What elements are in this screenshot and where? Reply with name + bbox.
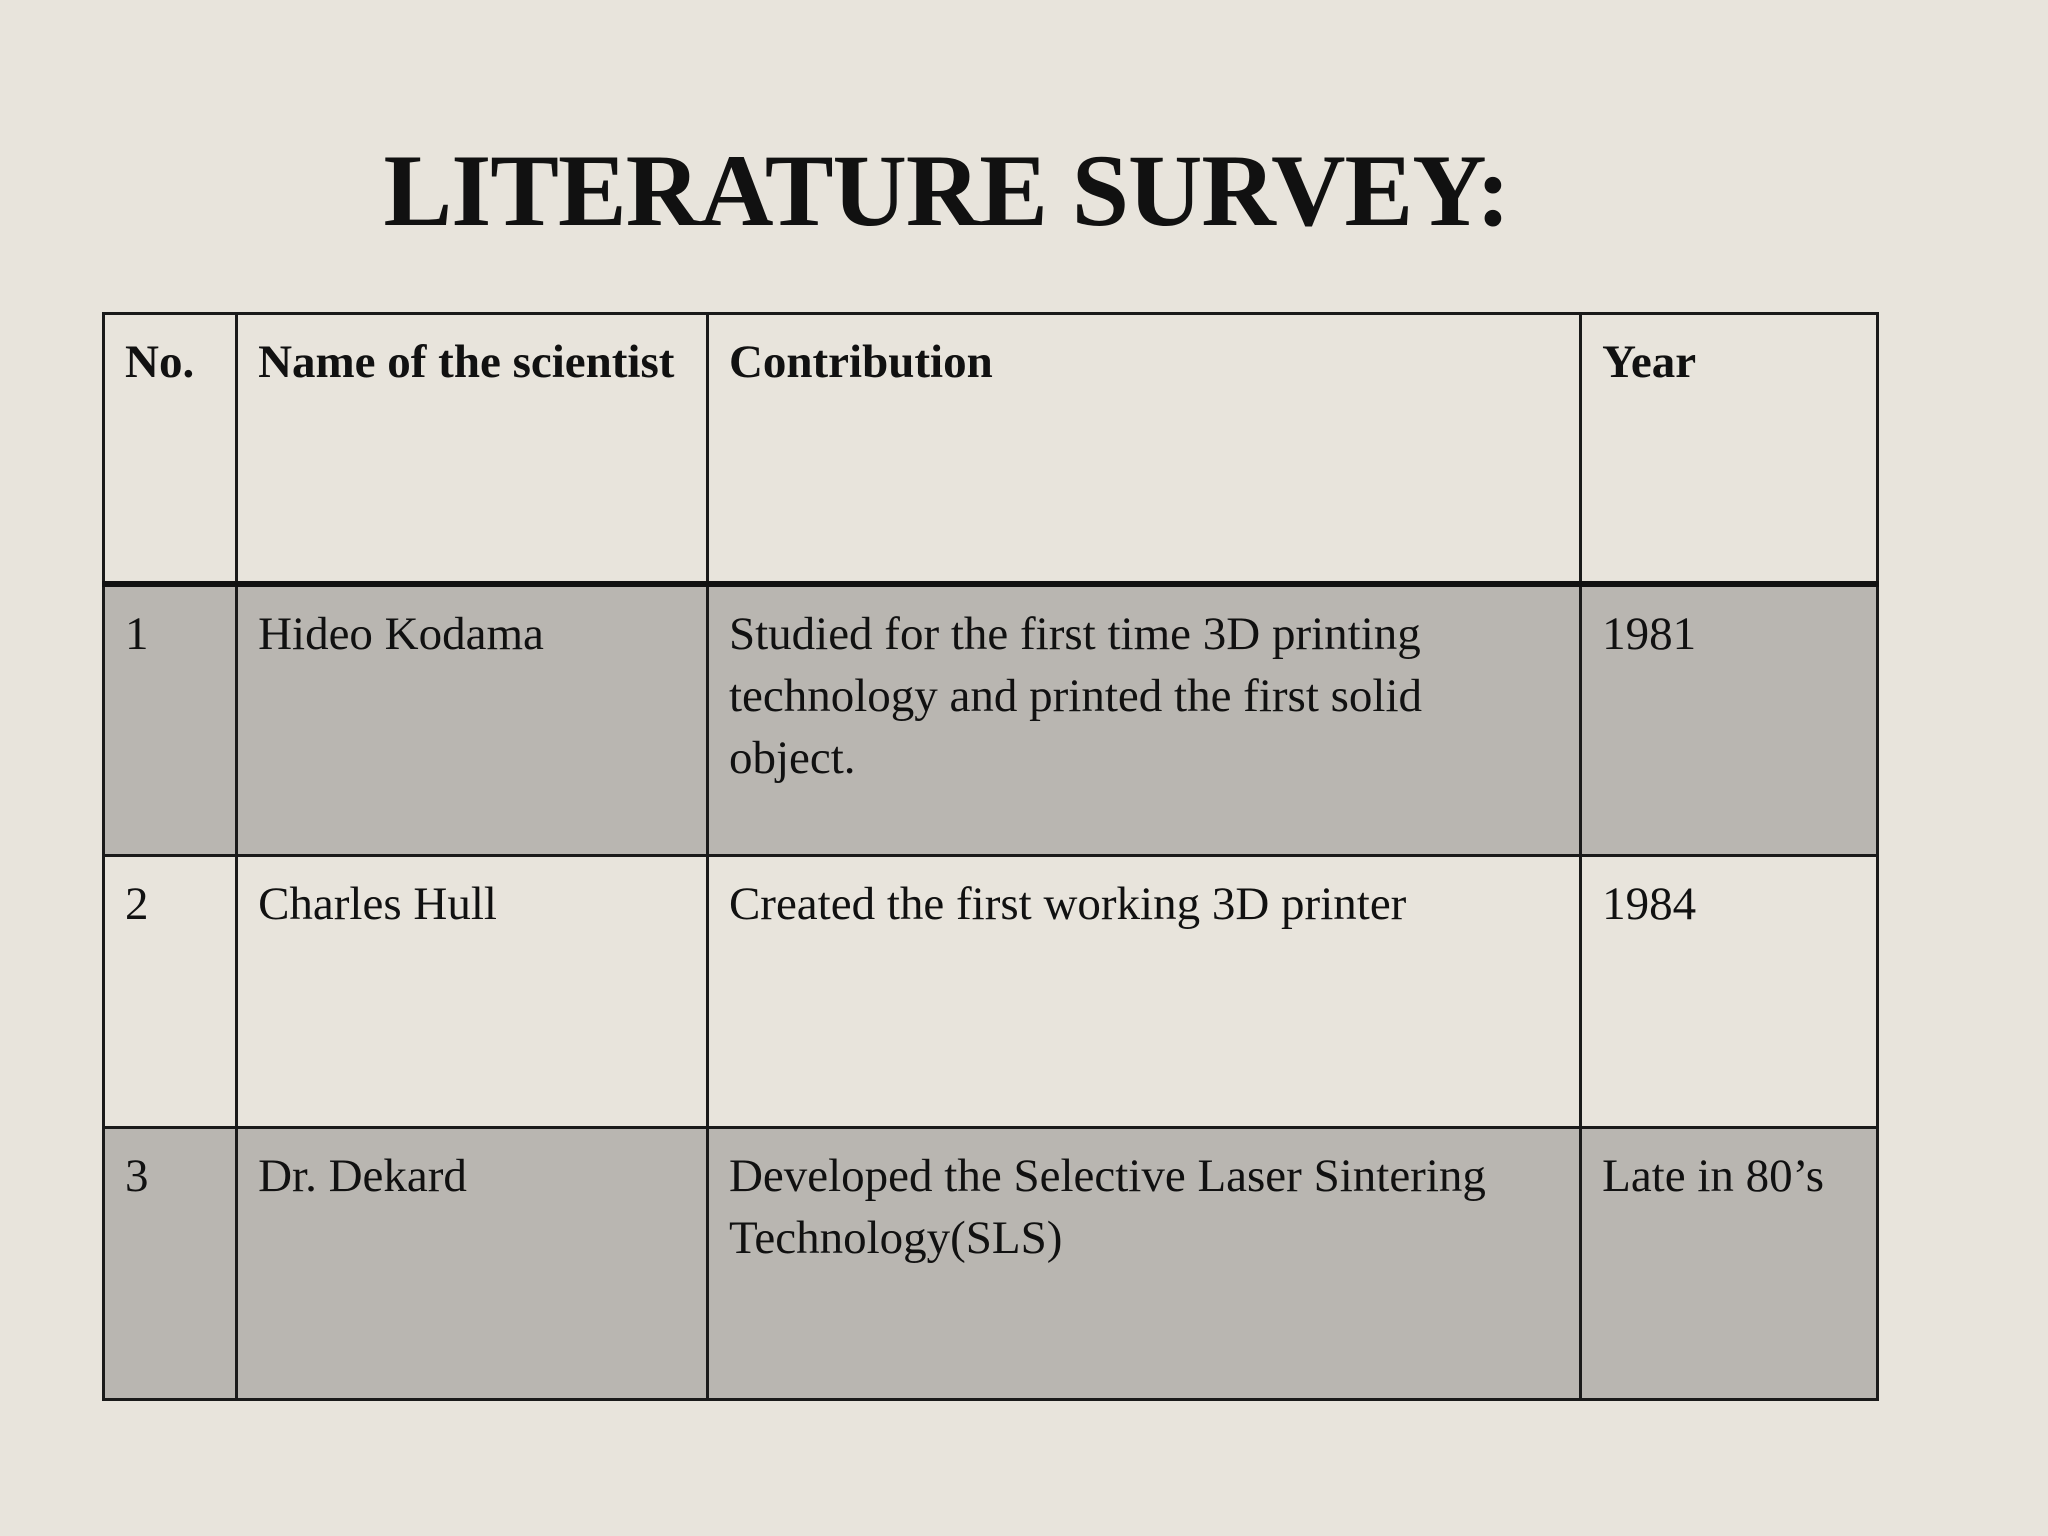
cell-no: 2 [104, 856, 237, 1128]
table-row [104, 584, 1878, 856]
header-year: Year [1581, 314, 1878, 584]
table-row [104, 1128, 1878, 1400]
cell-name: Hideo Kodama [237, 584, 708, 856]
header-no: No. [104, 314, 237, 584]
table-row [104, 856, 1878, 1128]
cell-contribution: Developed the Selective Laser Sintering Technology(SLS) [707, 1128, 1580, 1400]
cell-year: 1984 [1581, 856, 1878, 1128]
cell-name: Dr. Dekard [237, 1128, 708, 1400]
table-header-row [104, 314, 1878, 584]
slide-title: LITERATURE SURVEY: [383, 134, 1510, 248]
cell-year: 1981 [1581, 584, 1878, 856]
cell-no: 3 [104, 1128, 237, 1400]
cell-name: Charles Hull [237, 856, 708, 1128]
header-contribution: Contribution [707, 314, 1580, 584]
cell-contribution: Created the first working 3D printer [707, 856, 1580, 1128]
cell-contribution: Studied for the first time 3D printing technology and printed the first solid object. [707, 584, 1580, 856]
header-name: Name of the scientist [237, 314, 708, 584]
cell-year: Late in 80’s [1581, 1128, 1878, 1400]
literature-survey-table [102, 312, 1879, 1401]
cell-no: 1 [104, 584, 237, 856]
